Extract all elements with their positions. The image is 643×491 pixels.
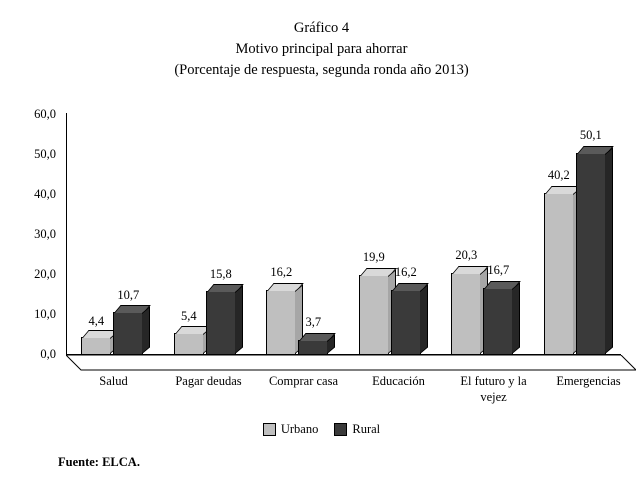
y-tick-0: 0,0 — [40, 347, 56, 361]
bar-value-educacion-urbano: 19,9 — [362, 250, 385, 264]
y-tick-20: 20,0 — [34, 267, 56, 281]
x-label-educacion: Educación — [372, 374, 425, 388]
source-note: Fuente: ELCA. — [58, 455, 140, 469]
x-label-emergencias: Emergencias — [556, 374, 621, 388]
legend-item-rural[interactable] — [334, 422, 380, 437]
bar-value-emergencias-urbano: 40,2 — [547, 168, 570, 182]
bar-salud-urbano[interactable] — [81, 337, 111, 355]
bar-salud-rural[interactable] — [113, 312, 143, 355]
bar-wrap-pagar-deudas-urbano — [174, 113, 204, 355]
bar-wrap-comprar-casa-rural — [298, 113, 328, 355]
bar-group-educacion — [346, 113, 434, 355]
bar-educacion-urbano[interactable] — [359, 275, 389, 355]
bar-wrap-salud-urbano — [81, 113, 111, 355]
chart-legend — [0, 422, 643, 437]
chart-title-line-3: (Porcentaje de respuesta, segunda ronda año 2013) — [174, 62, 469, 78]
bar-wrap-emergencias-urbano — [544, 113, 574, 355]
bar-side-face — [512, 282, 520, 354]
bar-emergencias-urbano[interactable] — [544, 193, 574, 355]
bar-side-face — [605, 147, 613, 354]
bar-pagar-deudas-rural[interactable] — [206, 291, 236, 355]
legend-label-rural: Rural — [352, 422, 381, 436]
bar-value-pagar-deudas-urbano: 5,4 — [180, 309, 197, 323]
bar-wrap-educacion-rural — [391, 113, 421, 355]
bar-value-comprar-casa-urbano: 16,2 — [270, 265, 293, 279]
bar-wrap-pagar-deudas-rural — [206, 113, 236, 355]
bar-value-pagar-deudas-rural: 15,8 — [209, 267, 232, 281]
bar-group-futuro-vejez — [438, 113, 526, 355]
bar-emergencias-rural[interactable] — [576, 153, 606, 355]
x-label-comprar-casa: Comprar casa — [268, 374, 339, 388]
chart-title-block — [0, 18, 643, 81]
legend-label-urbano: Urbano — [280, 422, 319, 436]
bar-side-face — [142, 306, 150, 354]
chart-title-line-1: Gráfico 4 — [293, 20, 350, 36]
legend-swatch-urbano-icon — [263, 423, 276, 436]
bar-side-face — [235, 285, 243, 354]
bar-futuro-vejez-urbano[interactable] — [451, 273, 481, 355]
x-label-futuro-vejez: El futuro y la vejez — [460, 374, 527, 404]
y-tick-40: 40,0 — [34, 187, 56, 201]
bar-comprar-casa-rural[interactable] — [298, 340, 328, 355]
bar-group-comprar-casa — [253, 113, 341, 355]
y-tick-10: 10,0 — [34, 307, 56, 321]
bar-futuro-vejez-rural[interactable] — [483, 288, 513, 355]
chart-floor-3d — [66, 355, 636, 371]
y-tick-60: 60,0 — [34, 107, 56, 121]
chart-title-line-2: Motivo principal para ahorrar — [235, 41, 408, 57]
bar-value-futuro-vejez-urbano: 20,3 — [455, 248, 478, 262]
bar-wrap-futuro-vejez-urbano — [451, 113, 481, 355]
legend-swatch-rural-icon — [334, 423, 347, 436]
bar-side-face — [420, 284, 428, 354]
bar-value-salud-urbano: 4,4 — [88, 314, 105, 328]
bar-wrap-salud-rural — [113, 113, 143, 355]
bar-value-futuro-vejez-rural: 16,7 — [487, 263, 510, 277]
bar-wrap-futuro-vejez-rural — [483, 113, 513, 355]
bar-group-salud — [68, 113, 156, 355]
bar-wrap-educacion-urbano — [359, 113, 389, 355]
chart-area — [0, 105, 643, 415]
bars-container — [66, 113, 621, 355]
y-tick-30: 30,0 — [34, 227, 56, 241]
bar-group-emergencias — [531, 113, 619, 355]
bar-educacion-rural[interactable] — [391, 290, 421, 355]
bar-value-emergencias-rural: 50,1 — [579, 128, 602, 142]
bar-value-educacion-rural: 16,2 — [394, 265, 417, 279]
bar-value-salud-rural: 10,7 — [117, 288, 140, 302]
x-label-salud: Salud — [99, 374, 128, 388]
bar-value-comprar-casa-rural: 3,7 — [305, 315, 322, 329]
bar-wrap-emergencias-rural — [576, 113, 606, 355]
y-axis-labels — [14, 105, 56, 361]
plot-region — [66, 113, 621, 355]
legend-item-urbano[interactable] — [263, 422, 319, 437]
x-label-pagar-deudas: Pagar deudas — [175, 374, 242, 388]
bar-group-pagar-deudas — [161, 113, 249, 355]
x-axis-categories — [66, 373, 636, 405]
bar-pagar-deudas-urbano[interactable] — [174, 333, 204, 355]
y-tick-50: 50,0 — [34, 147, 56, 161]
